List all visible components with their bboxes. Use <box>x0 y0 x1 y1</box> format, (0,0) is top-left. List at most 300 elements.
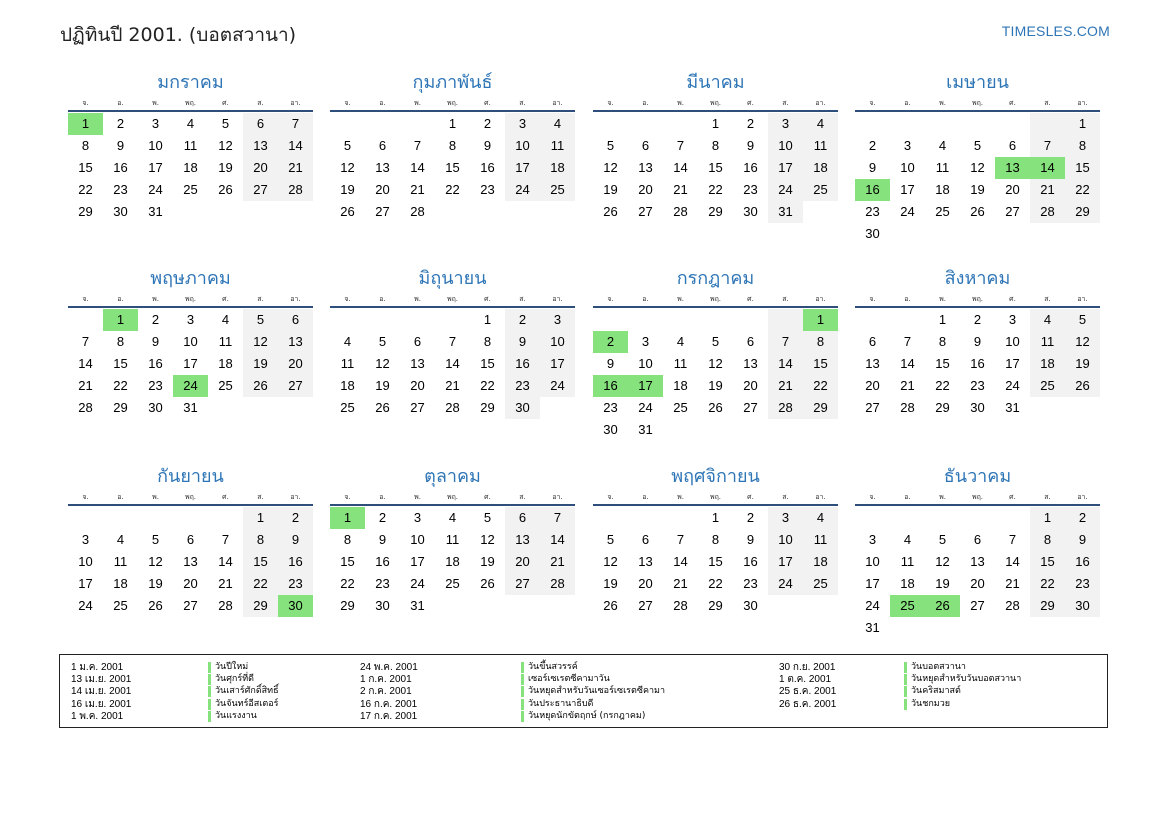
day-cell: 29 <box>708 598 723 613</box>
holiday-name: วันคริสมาสต์ <box>904 686 961 697</box>
day-cell: 30 <box>148 400 163 415</box>
day-cell: 18 <box>183 160 198 175</box>
weekday-label: อา. <box>290 492 301 501</box>
day-cell: 16 <box>855 179 890 201</box>
month-name: สิงหาคม <box>944 268 1011 289</box>
day-cell: 4 <box>676 334 685 349</box>
day-cell: 14 <box>540 529 575 551</box>
day-cell: 31 <box>865 620 880 635</box>
day-cell: 29 <box>1030 595 1065 617</box>
weekday-label: ศ. <box>222 492 229 501</box>
day-cell: 21 <box>1030 179 1065 201</box>
empty-cell <box>733 419 768 441</box>
empty-cell <box>995 113 1030 135</box>
day-cell: 6 <box>186 532 195 547</box>
day-cell: 7 <box>768 331 803 353</box>
holiday-date: 13 เม.ย. 2001 <box>71 674 132 686</box>
day-cell: 13 <box>243 135 278 157</box>
day-cell: 26 <box>970 204 985 219</box>
day-cell: 23 <box>743 576 758 591</box>
day-cell: 4 <box>903 532 912 547</box>
empty-cell <box>470 201 505 223</box>
day-cell: 25 <box>935 204 950 219</box>
day-cell: 13 <box>995 157 1030 179</box>
day-cell: 21 <box>410 182 425 197</box>
day-cell: 25 <box>218 378 233 393</box>
holiday-name: วันหยุดสำหรับวันเซอร์เซเรตซีคามา <box>521 686 665 697</box>
day-cell: 25 <box>340 400 355 415</box>
day-cell: 3 <box>186 312 195 327</box>
day-cell: 15 <box>445 160 460 175</box>
empty-cell <box>593 113 628 135</box>
weekday-label: จ. <box>82 492 89 501</box>
day-cell: 28 <box>540 573 575 595</box>
day-cell: 10 <box>638 356 653 371</box>
day-cell: 20 <box>278 353 313 375</box>
day-cell: 22 <box>243 573 278 595</box>
day-cell: 14 <box>78 356 93 371</box>
day-cell: 11 <box>340 356 355 371</box>
day-cell: 7 <box>221 532 230 547</box>
empty-cell <box>960 223 995 245</box>
day-cell: 13 <box>638 554 653 569</box>
day-cell: 11 <box>113 554 128 569</box>
day-cell: 17 <box>183 356 198 371</box>
day-cell: 20 <box>638 182 653 197</box>
empty-cell <box>890 309 925 331</box>
day-cell: 2 <box>151 312 160 327</box>
day-cell: 25 <box>445 576 460 591</box>
day-cell: 17 <box>628 375 663 397</box>
day-cell: 17 <box>410 554 425 569</box>
day-cell: 16 <box>505 353 540 375</box>
day-cell: 5 <box>483 510 492 525</box>
day-cell: 12 <box>148 554 163 569</box>
day-cell: 10 <box>1005 334 1020 349</box>
day-cell: 5 <box>1065 309 1100 331</box>
day-cell: 1 <box>68 113 103 135</box>
weekday-label: ส. <box>1044 492 1051 501</box>
day-cell: 8 <box>243 529 278 551</box>
header-rule <box>855 504 1100 506</box>
weekday-label: ศ. <box>1009 492 1016 501</box>
day-cell: 12 <box>1065 331 1100 353</box>
day-cell: 25 <box>803 573 838 595</box>
day-cell: 21 <box>673 576 688 591</box>
month-name: กรกฎาคม <box>676 268 755 289</box>
day-cell: 12 <box>970 160 985 175</box>
day-cell: 19 <box>218 160 233 175</box>
day-cell: 17 <box>768 551 803 573</box>
empty-cell <box>663 309 698 331</box>
month-name: กุมภาพันธ์ <box>412 72 493 93</box>
day-grid <box>68 113 313 223</box>
day-cell: 24 <box>638 400 653 415</box>
empty-cell <box>243 397 278 419</box>
empty-cell <box>995 617 1030 639</box>
header-rule <box>593 110 838 112</box>
day-cell: 29 <box>340 598 355 613</box>
day-cell: 11 <box>900 554 915 569</box>
empty-cell <box>855 309 890 331</box>
day-cell: 19 <box>970 182 985 197</box>
empty-cell <box>890 113 925 135</box>
empty-cell <box>1030 113 1065 135</box>
day-cell: 24 <box>540 375 575 397</box>
day-cell: 9 <box>868 160 877 175</box>
day-cell: 2 <box>278 507 313 529</box>
day-cell: 6 <box>641 532 650 547</box>
weekday-label: อา. <box>290 294 301 303</box>
header-rule <box>68 504 313 506</box>
weekday-header <box>330 292 575 306</box>
day-cell: 13 <box>410 356 425 371</box>
day-cell: 15 <box>243 551 278 573</box>
holiday-date: 16 ก.ค. 2001 <box>360 698 418 710</box>
empty-cell <box>925 223 960 245</box>
month-name: พฤศจิกายน <box>671 466 760 487</box>
weekday-label: ส. <box>519 492 526 501</box>
day-cell: 1 <box>103 309 138 331</box>
weekday-label: พ. <box>152 492 159 501</box>
day-cell: 21 <box>278 157 313 179</box>
day-cell: 24 <box>78 598 93 613</box>
day-cell: 1 <box>938 312 947 327</box>
day-cell: 24 <box>865 598 880 613</box>
day-cell: 8 <box>711 138 720 153</box>
holiday-date: 16 เม.ย. 2001 <box>71 698 132 710</box>
day-cell: 10 <box>865 554 880 569</box>
day-cell: 5 <box>606 532 615 547</box>
day-cell: 16 <box>743 554 758 569</box>
empty-cell <box>505 595 540 617</box>
day-cell: 13 <box>743 356 758 371</box>
weekday-label: อ. <box>904 492 911 501</box>
day-cell: 4 <box>116 532 125 547</box>
day-cell: 9 <box>1065 529 1100 551</box>
day-cell: 28 <box>445 400 460 415</box>
empty-cell <box>925 113 960 135</box>
weekday-header <box>855 292 1100 306</box>
day-cell: 25 <box>540 179 575 201</box>
weekday-label: ส. <box>257 294 264 303</box>
weekday-label: ส. <box>519 294 526 303</box>
day-cell: 24 <box>148 182 163 197</box>
day-cell: 7 <box>540 507 575 529</box>
day-cell: 21 <box>78 378 93 393</box>
holiday-column <box>71 661 279 723</box>
day-cell: 15 <box>935 356 950 371</box>
day-cell: 28 <box>1030 201 1065 223</box>
day-cell: 19 <box>603 182 618 197</box>
empty-cell <box>768 309 803 331</box>
day-cell: 11 <box>1030 331 1065 353</box>
day-cell: 20 <box>1005 182 1020 197</box>
day-cell: 2 <box>868 138 877 153</box>
day-cell: 20 <box>243 157 278 179</box>
weekday-label: ศ. <box>1009 98 1016 107</box>
day-cell: 9 <box>278 529 313 551</box>
day-cell: 9 <box>973 334 982 349</box>
day-cell: 26 <box>603 598 618 613</box>
day-cell: 26 <box>243 375 278 397</box>
month-name: เมษายน <box>946 72 1009 93</box>
day-cell: 7 <box>448 334 457 349</box>
day-cell: 6 <box>641 138 650 153</box>
day-cell: 8 <box>483 334 492 349</box>
day-cell: 9 <box>606 356 615 371</box>
empty-cell <box>435 201 470 223</box>
weekday-label: พฤ. <box>184 492 197 501</box>
day-cell: 20 <box>638 576 653 591</box>
day-cell: 13 <box>505 529 540 551</box>
month-name: ธันวาคม <box>943 466 1012 487</box>
holiday-name: เซอร์เซเรตซีคามาวัน <box>521 674 610 685</box>
day-cell: 30 <box>505 397 540 419</box>
empty-cell <box>208 201 243 223</box>
day-cell: 27 <box>970 598 985 613</box>
day-cell: 2 <box>973 312 982 327</box>
month-name: กันยายน <box>157 466 224 487</box>
day-cell: 5 <box>378 334 387 349</box>
empty-cell <box>890 617 925 639</box>
holiday-name: วันปีใหม่ <box>208 662 248 673</box>
day-cell: 30 <box>278 595 313 617</box>
day-cell: 11 <box>803 135 838 157</box>
month-calendar <box>68 266 313 419</box>
empty-cell <box>1030 223 1065 245</box>
day-cell: 9 <box>746 532 755 547</box>
weekday-label: ส. <box>782 492 789 501</box>
day-cell: 2 <box>116 116 125 131</box>
month-name: พฤษภาคม <box>150 268 231 289</box>
day-cell: 28 <box>673 598 688 613</box>
day-cell: 23 <box>970 378 985 393</box>
weekday-label: พฤ. <box>709 294 722 303</box>
day-cell: 7 <box>903 334 912 349</box>
weekday-label: จ. <box>344 492 351 501</box>
day-cell: 28 <box>673 204 688 219</box>
day-cell: 31 <box>1005 400 1020 415</box>
day-cell: 7 <box>676 532 685 547</box>
weekday-label: อ. <box>117 294 124 303</box>
day-cell: 22 <box>708 576 723 591</box>
weekday-label: ศ. <box>747 98 754 107</box>
day-cell: 3 <box>505 113 540 135</box>
day-cell: 30 <box>603 422 618 437</box>
day-cell: 28 <box>218 598 233 613</box>
day-cell: 30 <box>970 400 985 415</box>
weekday-label: อา. <box>1077 294 1088 303</box>
day-cell: 17 <box>540 353 575 375</box>
day-cell: 25 <box>673 400 688 415</box>
empty-cell <box>103 507 138 529</box>
day-cell: 3 <box>151 116 160 131</box>
day-cell: 29 <box>113 400 128 415</box>
day-grid <box>330 507 575 617</box>
weekday-label: พฤ. <box>709 98 722 107</box>
weekday-header <box>593 292 838 306</box>
day-cell: 14 <box>900 356 915 371</box>
day-cell: 17 <box>78 576 93 591</box>
day-cell: 16 <box>1065 551 1100 573</box>
site-link[interactable]: TIMESLES.COM <box>1001 23 1110 39</box>
day-cell: 30 <box>743 204 758 219</box>
day-cell: 1 <box>448 116 457 131</box>
weekday-label: อ. <box>379 492 386 501</box>
weekday-label: อา. <box>552 98 563 107</box>
day-cell: 16 <box>375 554 390 569</box>
day-cell: 6 <box>746 334 755 349</box>
weekday-header <box>593 96 838 110</box>
weekday-label: อ. <box>904 294 911 303</box>
empty-cell <box>1030 617 1065 639</box>
weekday-label: พฤ. <box>446 492 459 501</box>
empty-cell <box>208 397 243 419</box>
weekday-label: พ. <box>677 98 684 107</box>
weekday-header <box>68 96 313 110</box>
weekday-label: พฤ. <box>446 294 459 303</box>
day-cell: 15 <box>113 356 128 371</box>
day-cell: 4 <box>343 334 352 349</box>
weekday-header <box>855 96 1100 110</box>
day-cell: 24 <box>1005 378 1020 393</box>
day-cell: 12 <box>603 160 618 175</box>
holiday-entry <box>71 711 279 723</box>
weekday-label: อ. <box>642 294 649 303</box>
empty-cell <box>208 507 243 529</box>
day-cell: 27 <box>183 598 198 613</box>
day-cell: 1 <box>711 116 720 131</box>
day-cell: 14 <box>278 135 313 157</box>
day-cell: 15 <box>1030 551 1065 573</box>
day-cell: 24 <box>410 576 425 591</box>
day-cell: 1 <box>803 309 838 331</box>
day-cell: 18 <box>113 576 128 591</box>
day-cell: 9 <box>746 138 755 153</box>
day-cell: 27 <box>375 204 390 219</box>
day-cell: 7 <box>1030 135 1065 157</box>
weekday-label: อา. <box>1077 98 1088 107</box>
day-cell: 28 <box>1005 598 1020 613</box>
day-cell: 4 <box>221 312 230 327</box>
day-cell: 14 <box>673 160 688 175</box>
day-cell: 1 <box>243 507 278 529</box>
day-grid <box>593 113 838 223</box>
holiday-date: 17 ก.ค. 2001 <box>360 711 418 723</box>
day-cell: 25 <box>890 595 925 617</box>
empty-cell <box>925 507 960 529</box>
day-cell: 3 <box>540 309 575 331</box>
day-cell: 15 <box>78 160 93 175</box>
day-cell: 11 <box>935 160 950 175</box>
weekday-label: อา. <box>552 492 563 501</box>
day-cell: 10 <box>505 135 540 157</box>
day-cell: 30 <box>865 226 880 241</box>
day-cell: 6 <box>243 113 278 135</box>
weekday-label: พ. <box>677 492 684 501</box>
weekday-label: จ. <box>344 98 351 107</box>
day-grid <box>593 507 838 617</box>
day-cell: 14 <box>673 554 688 569</box>
weekday-label: จ. <box>869 98 876 107</box>
weekday-label: พฤ. <box>446 98 459 107</box>
day-cell: 9 <box>151 334 160 349</box>
day-cell: 12 <box>480 532 495 547</box>
day-cell: 18 <box>445 554 460 569</box>
day-cell: 29 <box>1065 201 1100 223</box>
empty-cell <box>628 309 663 331</box>
empty-cell <box>1065 617 1100 639</box>
day-cell: 22 <box>340 576 355 591</box>
day-cell: 25 <box>183 182 198 197</box>
day-cell: 29 <box>480 400 495 415</box>
day-cell: 13 <box>375 160 390 175</box>
day-cell: 6 <box>378 138 387 153</box>
day-cell: 10 <box>900 160 915 175</box>
day-cell: 21 <box>540 551 575 573</box>
day-cell: 15 <box>803 353 838 375</box>
weekday-label: พ. <box>939 492 946 501</box>
day-cell: 24 <box>768 573 803 595</box>
weekday-label: ส. <box>519 98 526 107</box>
day-cell: 13 <box>278 331 313 353</box>
weekday-label: อ. <box>642 492 649 501</box>
day-cell: 15 <box>340 554 355 569</box>
day-cell: 21 <box>768 375 803 397</box>
month-calendar <box>855 464 1100 639</box>
day-cell: 17 <box>900 182 915 197</box>
day-cell: 2 <box>746 116 755 131</box>
day-cell: 18 <box>540 157 575 179</box>
holiday-name: วันประธานาธิบดี <box>521 699 593 710</box>
weekday-label: ศ. <box>1009 294 1016 303</box>
day-cell: 2 <box>483 116 492 131</box>
day-cell: 19 <box>935 576 950 591</box>
day-cell: 13 <box>970 554 985 569</box>
header-rule <box>855 306 1100 308</box>
weekday-label: อ. <box>117 98 124 107</box>
day-cell: 27 <box>505 573 540 595</box>
day-cell: 30 <box>743 598 758 613</box>
weekday-label: ส. <box>257 492 264 501</box>
day-cell: 13 <box>183 554 198 569</box>
weekday-label: อ. <box>379 98 386 107</box>
day-cell: 19 <box>708 378 723 393</box>
holiday-name: วันเสาร์ศักดิ์สิทธิ์ <box>208 686 279 697</box>
weekday-label: จ. <box>607 492 614 501</box>
day-cell: 6 <box>1008 138 1017 153</box>
holiday-name: วันศุกร์ที่ดี <box>208 674 254 685</box>
weekday-label: พ. <box>414 98 421 107</box>
empty-cell <box>855 507 890 529</box>
empty-cell <box>540 201 575 223</box>
day-cell: 11 <box>540 135 575 157</box>
day-cell: 3 <box>903 138 912 153</box>
day-cell: 8 <box>116 334 125 349</box>
day-cell: 25 <box>113 598 128 613</box>
weekday-label: พ. <box>939 98 946 107</box>
day-cell: 22 <box>935 378 950 393</box>
day-cell: 6 <box>505 507 540 529</box>
header-rule <box>593 504 838 506</box>
day-cell: 16 <box>743 160 758 175</box>
month-name: มิถุนายน <box>418 268 487 289</box>
day-cell: 7 <box>676 138 685 153</box>
holiday-date: 14 เม.ย. 2001 <box>71 686 132 698</box>
day-cell: 23 <box>375 576 390 591</box>
day-cell: 2 <box>378 510 387 525</box>
